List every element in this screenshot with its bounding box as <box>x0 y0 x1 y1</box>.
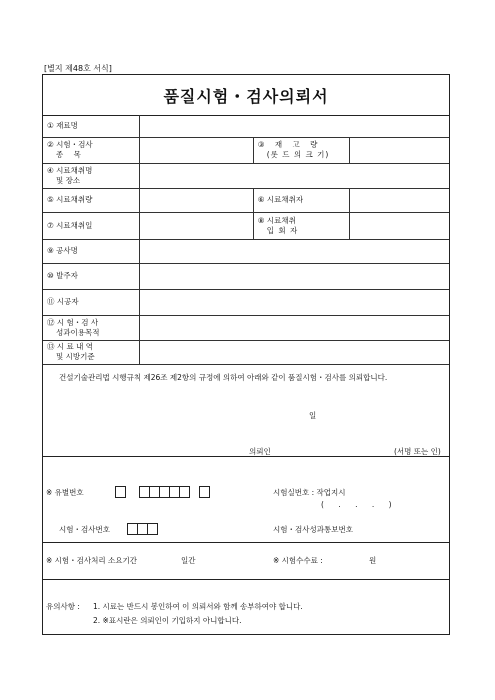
declaration-text: 건설기술관리법 시행규칙 제26조 제2항의 규정에 의하여 아래와 같이 품질시험・검사를 의뢰합니다. <box>59 373 388 382</box>
lab-date-placeholder: ( . . . ) <box>321 500 398 509</box>
id-box[interactable] <box>115 486 126 498</box>
sampling-place-input[interactable] <box>139 163 449 188</box>
witness-label-line2: 입 회 자 <box>266 225 299 235</box>
title-box <box>43 75 449 116</box>
sampling-date-label: ⑦ 시료채취일 <box>43 212 139 239</box>
test-box[interactable] <box>147 523 158 535</box>
sample-details-input[interactable] <box>139 340 449 364</box>
applicant-label: 의뢰인 <box>249 447 271 456</box>
project-name-input[interactable] <box>139 239 449 263</box>
sample-details-label-line1: ⑬ 시 료 내 역 <box>47 342 94 351</box>
sampling-date-input[interactable] <box>139 212 253 239</box>
report-number-label: 시험・검사성과통보번호 <box>273 525 353 534</box>
field-row-sampling-date <box>43 212 449 239</box>
purpose-input[interactable] <box>139 315 449 340</box>
client-input[interactable] <box>139 263 449 289</box>
declaration-section <box>43 364 449 457</box>
field-row-test-type <box>43 137 449 163</box>
date-day-char: 일 <box>309 411 317 420</box>
witness-label-line1: ⑧ 시료채취 <box>257 215 296 225</box>
notes-heading: 유의사항 : <box>46 602 80 611</box>
test-type-label <box>43 137 139 163</box>
id-number-boxes-b <box>139 486 189 498</box>
id-number-boxes-c <box>199 486 209 498</box>
won-unit: 원 <box>369 556 377 565</box>
field-row-material <box>43 115 449 137</box>
field-row-sample-details <box>43 340 449 364</box>
sampling-place-label <box>43 163 139 188</box>
sample-details-label <box>43 340 139 364</box>
days-unit: 일간 <box>181 556 196 565</box>
purpose-label-line1: ⑫ 시 험・검 사 <box>47 317 99 327</box>
office-use-section <box>43 456 449 543</box>
test-type-input[interactable] <box>139 137 253 163</box>
test-type-label-line2: 종 목 <box>56 150 85 159</box>
field-row-sampling-place <box>43 163 449 188</box>
note-item-1: 1. 시료는 반드시 봉인하여 이 의뢰서와 함께 송부하여야 합니다. <box>93 602 303 611</box>
contractor-label: ⑪ 시공자 <box>43 289 139 315</box>
stock-quantity-label-line1: ③ 재 고 량 <box>257 140 322 149</box>
id-box[interactable] <box>179 486 190 498</box>
sampling-place-label-line2: 및 장소 <box>56 175 81 185</box>
stock-quantity-label <box>253 137 349 163</box>
contractor-input[interactable] <box>139 289 449 315</box>
material-name-input[interactable] <box>139 115 449 137</box>
notes-section <box>43 579 449 634</box>
id-number-boxes-a <box>115 486 125 498</box>
test-type-label-line1: ② 시험・검사 <box>47 140 93 149</box>
test-number-label: 시험・검사번호 <box>59 525 110 534</box>
sample-details-label-line2: 및 시방기준 <box>56 352 95 361</box>
request-fields-table <box>43 115 449 365</box>
lab-number-label: 시험실번호 : 작업지시 <box>273 488 346 497</box>
field-row-client <box>43 263 449 289</box>
field-row-sampling-amount <box>43 188 449 212</box>
field-row-purpose <box>43 315 449 340</box>
sampler-label: ⑥ 시료채취자 <box>253 188 349 212</box>
id-number-label: ※ 유별번호 <box>46 488 84 497</box>
sampling-amount-label: ⑤ 시료채취량 <box>43 188 139 212</box>
purpose-label-line2: 성과이용목적 <box>56 327 100 337</box>
sampler-input[interactable] <box>350 188 449 212</box>
client-label: ⑩ 발주자 <box>43 263 139 289</box>
form-number-label: [별지 제48호 서식] <box>44 64 112 73</box>
stock-quantity-input[interactable] <box>350 137 449 163</box>
field-row-project <box>43 239 449 263</box>
material-name-label: ① 재료명 <box>43 115 139 137</box>
fee-label: ※ 시험수수료 : <box>273 556 323 565</box>
note-item-2: 2. ※표시란은 의뢰인이 기입하지 아니합니다. <box>93 616 242 625</box>
form-title: 품질시험・검사의뢰서 <box>163 86 329 106</box>
fee-section <box>43 542 449 580</box>
purpose-label <box>43 315 139 340</box>
witness-input[interactable] <box>350 212 449 239</box>
test-number-boxes <box>127 523 157 535</box>
witness-label <box>253 212 349 239</box>
sampling-place-label-line1: ④ 시료채취명 <box>47 165 93 175</box>
sampling-amount-input[interactable] <box>139 188 253 212</box>
stock-quantity-label-line2: (롯 드 의 크 기) <box>266 150 330 159</box>
signature-label: (서명 또는 인) <box>394 447 441 456</box>
project-name-label: ⑨ 공사명 <box>43 239 139 263</box>
field-row-contractor <box>43 289 449 315</box>
processing-period-label: ※ 시험・검사처리 소요기간 <box>46 556 138 565</box>
request-form-sheet <box>42 74 450 635</box>
id-box[interactable] <box>199 486 210 498</box>
